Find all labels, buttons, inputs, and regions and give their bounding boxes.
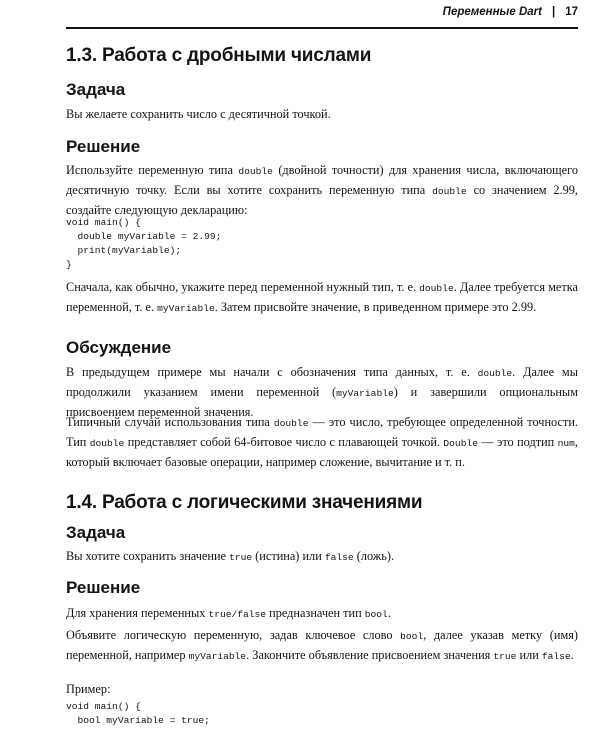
code-line: double myVariable = 2.99; — [66, 231, 222, 242]
running-header — [443, 6, 578, 18]
code-inline: false — [324, 552, 354, 563]
header-rule — [66, 27, 578, 29]
solution-paragraph-3: Для хранения переменных true/false предназначен тип bool. — [66, 606, 391, 620]
code-line: print(myVariable); — [66, 245, 182, 256]
solution-paragraph-2: Сначала, как обычно, укажите перед переменной нужный тип, т. е. double. Далее требуется метка переменной, т. е. myVariable. Затем присвойте значение, в приведенном примере это 2.99. — [66, 280, 578, 314]
section-title-1-3: 1.3. Работа с дробными числами — [66, 45, 372, 66]
code-inline: double — [432, 186, 467, 197]
code-line: void main() { — [66, 217, 141, 228]
code-line: bool myVariable = true; — [66, 715, 210, 726]
section-title-1-4: 1.4. Работа с логическими значениями — [66, 492, 423, 513]
code-inline: false — [541, 651, 571, 662]
header-separator: | — [551, 6, 556, 18]
discussion-paragraph-2: Типичный случай использования типа double — это число, требующее определенной точности. Тип double представляет собой 64-битовое число с плавающей точкой. Double — это подтип num, который включает базовые операции, например сложение, вычитание и т. п. — [66, 415, 578, 469]
code-inline: num — [557, 438, 575, 449]
discussion-heading: Обсуждение — [66, 338, 172, 357]
code-inline: double — [419, 283, 454, 294]
discussion-paragraph-1: В предыдущем примере мы начали с обозначения типа данных, т. е. double. Далее мы продолжили указанием имени переменной (myVariable) и завершили опциональным присвоением переменной значения. — [66, 365, 578, 419]
code-block-1-3 — [66, 216, 578, 272]
page-number: 17 — [565, 6, 578, 18]
solution-paragraph-4: Объявите логическую переменную, задав ключевое слово bool, далее указав метку (имя) переменной, например myVariable. Закончите объявление присвоением значения true или false. — [66, 628, 578, 662]
code-block-1-4 — [66, 700, 578, 728]
code-inline: myVariable — [157, 303, 215, 314]
solution-paragraph-1: Используйте переменную типа double (двойной точности) для хранения числа, включающего десятичную точку. Если вы хотите сохранить переменную типа double со значением 2.99, создайте следующую декларацию: — [66, 163, 578, 217]
solution-heading-1-4: Решение — [66, 578, 141, 597]
code-line: void main() { — [66, 701, 141, 712]
code-inline: bool — [364, 609, 388, 620]
code-inline: myVariable — [336, 388, 394, 399]
code-inline: myVariable — [188, 651, 247, 662]
code-line: } — [66, 259, 72, 270]
solution-heading-1-3: Решение — [66, 137, 141, 156]
code-inline: true — [229, 552, 253, 563]
task-text-1-3: Вы желаете сохранить число с десятичной точкой. — [66, 107, 331, 121]
task-heading-1-3: Задача — [66, 80, 126, 99]
code-inline: true — [493, 651, 517, 662]
code-inline: double — [238, 166, 273, 177]
code-inline: Double — [443, 438, 478, 449]
task-heading-1-4: Задача — [66, 523, 126, 542]
code-inline: bool — [400, 631, 424, 642]
running-title: Переменные Dart — [442, 6, 542, 18]
code-inline: true/false — [208, 609, 267, 620]
code-inline: double — [273, 418, 309, 429]
code-inline: double — [477, 368, 513, 379]
task-text-1-4: Вы хотите сохранить значение true (истина) или false (ложь). — [66, 549, 395, 563]
example-label: Пример: — [66, 682, 111, 696]
code-inline: double — [89, 438, 125, 449]
